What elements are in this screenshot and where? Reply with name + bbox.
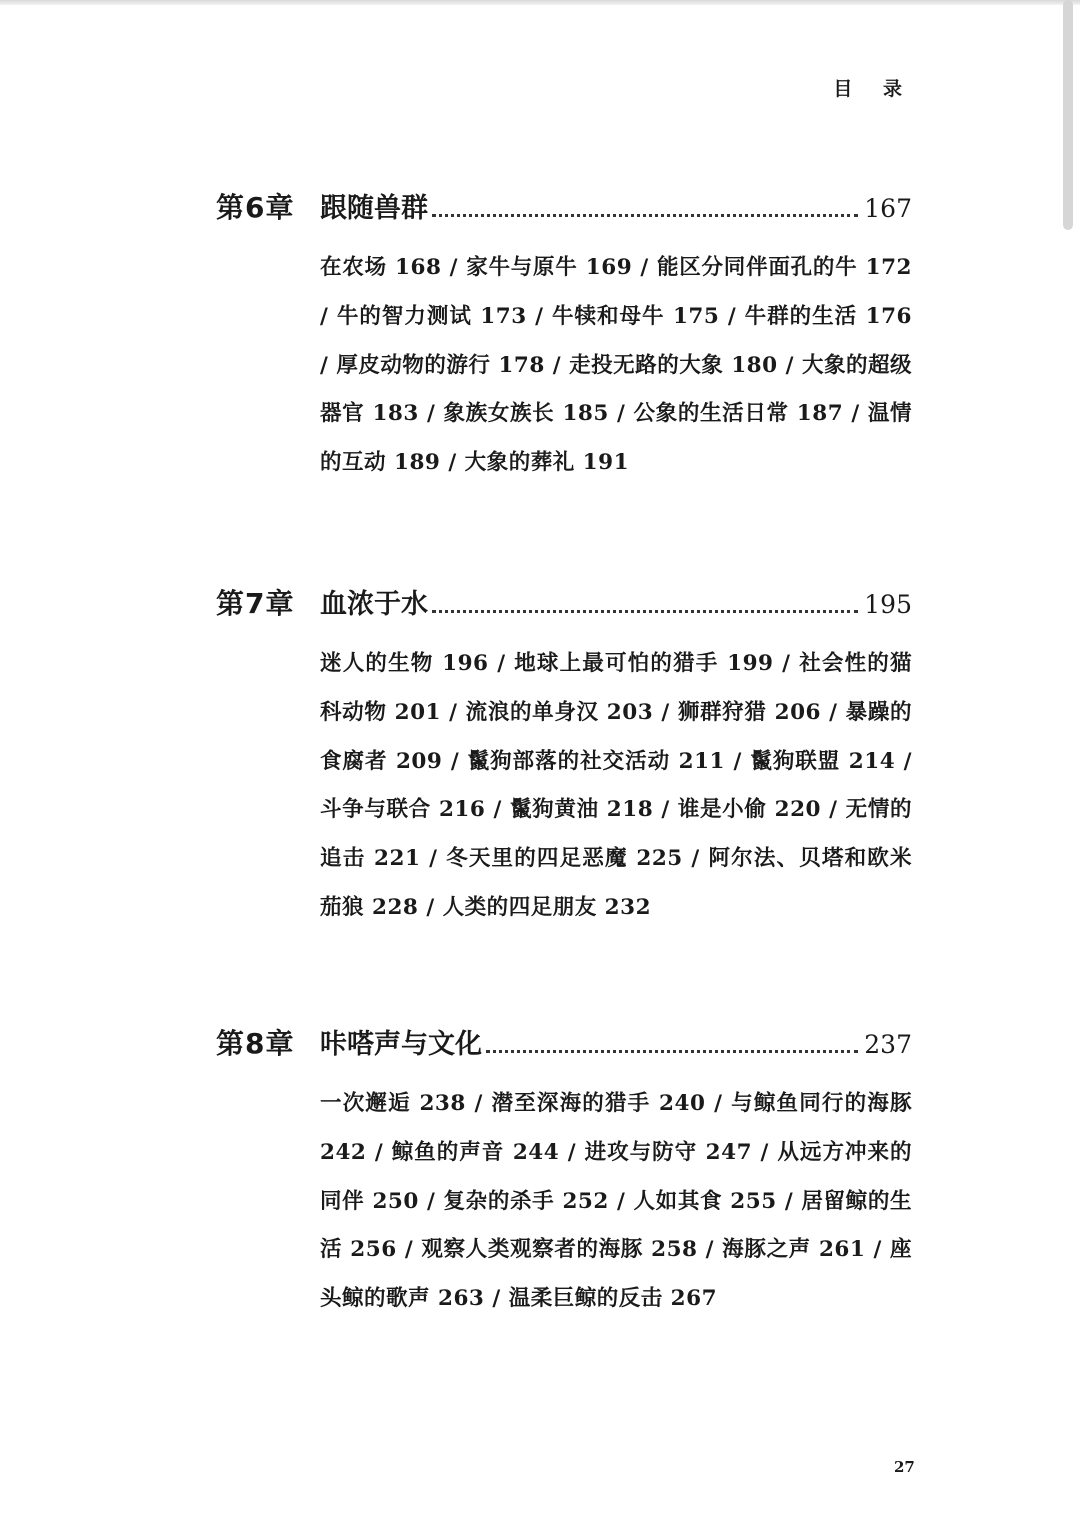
chapter-heading xyxy=(216,186,912,226)
chapter-title-row xyxy=(320,582,912,621)
chapter-title: 血浓于水 xyxy=(320,589,428,620)
chapter-sections: 一次邂逅 238 / 潜至深海的猎手 240 / 与鲸鱼同行的海豚 242 / 鲸鱼的声音 244 / 进攻与防守 247 / 从远方冲来的同伴 250 / 复杂的杀手 252 / 人如其食 255 / 居留鲸的生活 256 / 观察人类观察者的海豚 258 / 海豚之声 261 / 座头鲸的歌声 263 / 温柔巨鲸的反击 267 xyxy=(320,1091,912,1312)
dot-leader xyxy=(432,213,858,217)
scrollbar[interactable] xyxy=(1058,0,1080,1532)
dot-leader xyxy=(432,609,858,613)
chapter-title-row xyxy=(320,186,912,225)
page-number: 27 xyxy=(894,1458,915,1476)
chapter-sections: 迷人的生物 196 / 地球上最可怕的猎手 199 / 社会性的猫科动物 201 / 流浪的单身汉 203 / 狮群狩猎 206 / 暴躁的食腐者 209 / 鬣狗部落的社交活动 211 / 鬣狗联盟 214 / 斗争与联合 216 / 鬣狗黄油 218 / 谁是小偷 220 / 无情的追击 221 / 冬天里的四足恶魔 225 / 阿尔法、贝塔和欧米茄狼 228 / 人类的四足朋友 232 xyxy=(320,651,912,920)
dot-leader xyxy=(486,1049,858,1053)
chapter-heading xyxy=(216,1022,912,1062)
scrollbar-thumb[interactable] xyxy=(1063,0,1073,230)
chapter-title: 跟随兽群 xyxy=(320,193,428,224)
chapter-page: 195 xyxy=(864,590,912,619)
chapter-number: 第7章 xyxy=(216,587,295,620)
chapter-number: 第8章 xyxy=(216,1027,295,1060)
chapter-title-row xyxy=(320,1022,912,1061)
chapter-sections: 在农场 168 / 家牛与原牛 169 / 能区分同伴面孔的牛 172 / 牛的智力测试 173 / 牛犊和母牛 175 / 牛群的生活 176 / 厚皮动物的游行 178 / 走投无路的大象 180 / 大象的超级器官 183 / 象族女族长 185 / 公象的生活日常 187 / 温情的互动 189 / 大象的葬礼 191 xyxy=(320,255,912,476)
chapter-page: 167 xyxy=(864,194,912,223)
running-head: 目 录 xyxy=(833,78,914,100)
chapter-number: 第6章 xyxy=(216,191,295,224)
chapter-title: 咔嗒声与文化 xyxy=(320,1029,482,1060)
top-edge xyxy=(0,0,1080,5)
chapter-page: 237 xyxy=(864,1030,912,1059)
chapter-heading xyxy=(216,582,912,622)
